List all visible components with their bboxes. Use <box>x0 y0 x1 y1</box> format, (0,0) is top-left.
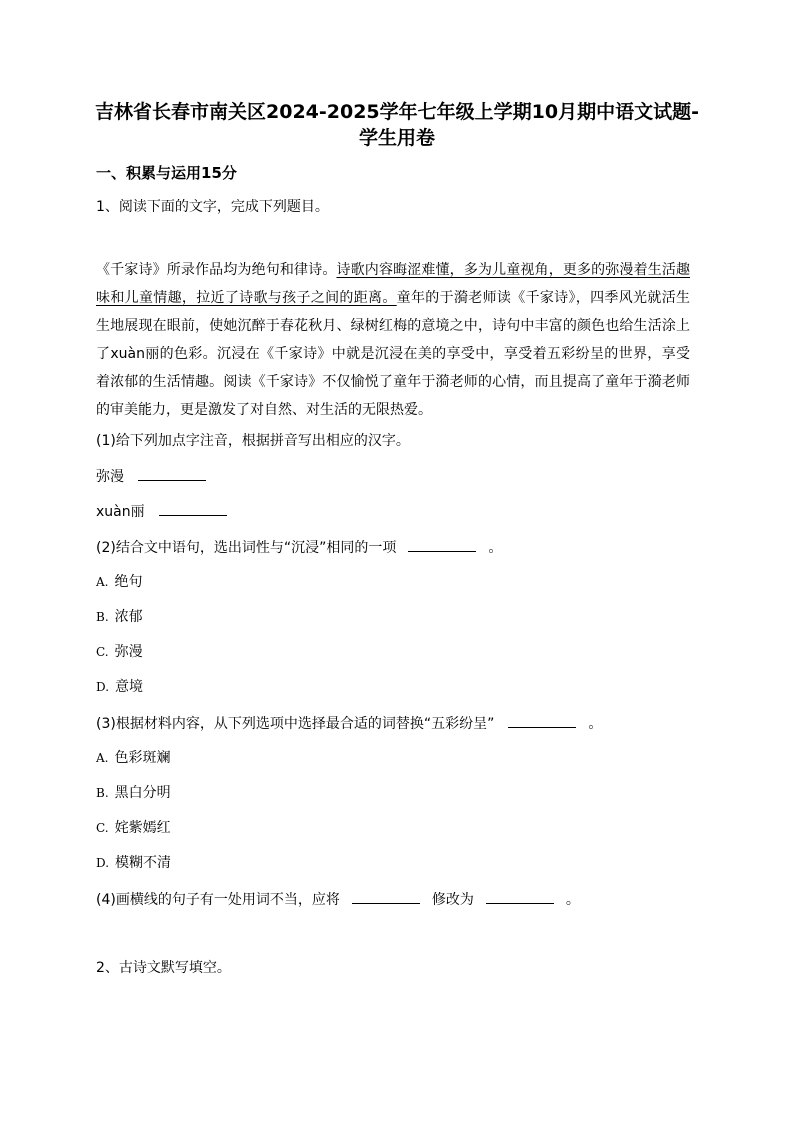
option-c[interactable] <box>96 642 143 662</box>
option-text: 绝句 <box>114 574 143 590</box>
section-heading: 一、积累与运用15分 <box>96 164 237 182</box>
subquestion-4-prompt <box>96 889 580 910</box>
option-text: 黑白分明 <box>114 785 171 801</box>
document-title-line2: 学生用卷 <box>358 127 435 149</box>
subquestion-1-item-1 <box>96 466 210 487</box>
prompt-text: (4)画横线的句子有一处用词不当，应将 <box>96 892 340 908</box>
option-text: 姹紫嫣红 <box>114 820 171 836</box>
option-d[interactable] <box>96 677 143 697</box>
option-b[interactable] <box>96 607 143 627</box>
subquestion-2-prompt <box>96 537 502 558</box>
option-letter: B. <box>96 610 109 624</box>
option-letter: D. <box>96 680 110 694</box>
option-a[interactable] <box>96 572 142 592</box>
prompt-end: 。 <box>565 892 580 908</box>
option-letter: A. <box>96 575 109 589</box>
item-word: xuàn丽 <box>96 504 145 520</box>
answer-blank[interactable] <box>159 501 227 516</box>
reading-passage <box>96 256 690 424</box>
option-c[interactable] <box>96 818 171 838</box>
prompt-text: (2)结合文中语句，选出词性与“沉浸”相同的一项 <box>96 540 397 556</box>
question-1-instruction: 1、阅读下面的文字，完成下列题目。 <box>96 199 329 215</box>
option-text: 意境 <box>115 679 144 695</box>
item-word: 弥漫 <box>96 469 124 485</box>
option-letter: C. <box>96 821 109 835</box>
subquestion-1-prompt: (1)给下列加点字注音，根据拼音写出相应的汉字。 <box>96 433 410 449</box>
answer-blank[interactable] <box>508 713 576 728</box>
prompt-end: 。 <box>588 716 603 732</box>
passage-text-part2: 童年的于漪老师读《千家诗》，四季风光就活生生地展现在眼前，使她沉醉于春花秋月、绿树红梅的意境之中，诗句中丰富的颜色也给生活涂上了xuàn丽的色彩。沉浸在《千家诗》中就是沉浸在美的享受中，享受着五彩纷呈的世界，享受着浓郁的生活情趣。阅读《千家诗》不仅愉悦了童年于漪老师的心情，而且提高了童年于漪老师的审美能力，更是激发了对自然、对生活的无限热爱。 <box>96 290 691 418</box>
option-b[interactable] <box>96 783 171 803</box>
option-letter: A. <box>96 751 109 765</box>
subquestion-3-prompt <box>96 713 602 734</box>
prompt-text: (3)根据材料内容，从下列选项中选择最合适的词替换“五彩纷呈” <box>96 716 495 732</box>
answer-blank[interactable] <box>408 537 476 552</box>
question-2-instruction: 2、古诗文默写填空。 <box>96 960 231 976</box>
answer-blank[interactable] <box>352 889 420 904</box>
document-title-line1: 吉林省长春市南关区2024-2025学年七年级上学期10月期中语文试题- <box>95 101 699 123</box>
option-letter: C. <box>96 645 109 659</box>
option-letter: B. <box>96 786 109 800</box>
option-d[interactable] <box>96 853 171 873</box>
prompt-text: 修改为 <box>431 892 474 908</box>
option-text: 色彩斑斓 <box>114 750 171 766</box>
option-letter: D. <box>96 856 110 870</box>
option-text: 模糊不清 <box>115 855 172 871</box>
option-text: 浓郁 <box>114 609 143 625</box>
answer-blank[interactable] <box>138 466 206 481</box>
prompt-end: 。 <box>488 540 503 556</box>
passage-underlined-sentence: 诗歌内容晦涩难懂，多为儿童视角，更多的弥漫着生活趣味和儿童情趣，拉近了诗歌与孩子之间的距离。 <box>96 262 691 306</box>
passage-text-part1: 《千家诗》所录作品均为绝句和律诗。 <box>96 262 337 278</box>
answer-blank[interactable] <box>486 889 554 904</box>
subquestion-1-item-2 <box>96 501 231 522</box>
option-a[interactable] <box>96 748 170 768</box>
option-text: 弥漫 <box>114 644 143 660</box>
